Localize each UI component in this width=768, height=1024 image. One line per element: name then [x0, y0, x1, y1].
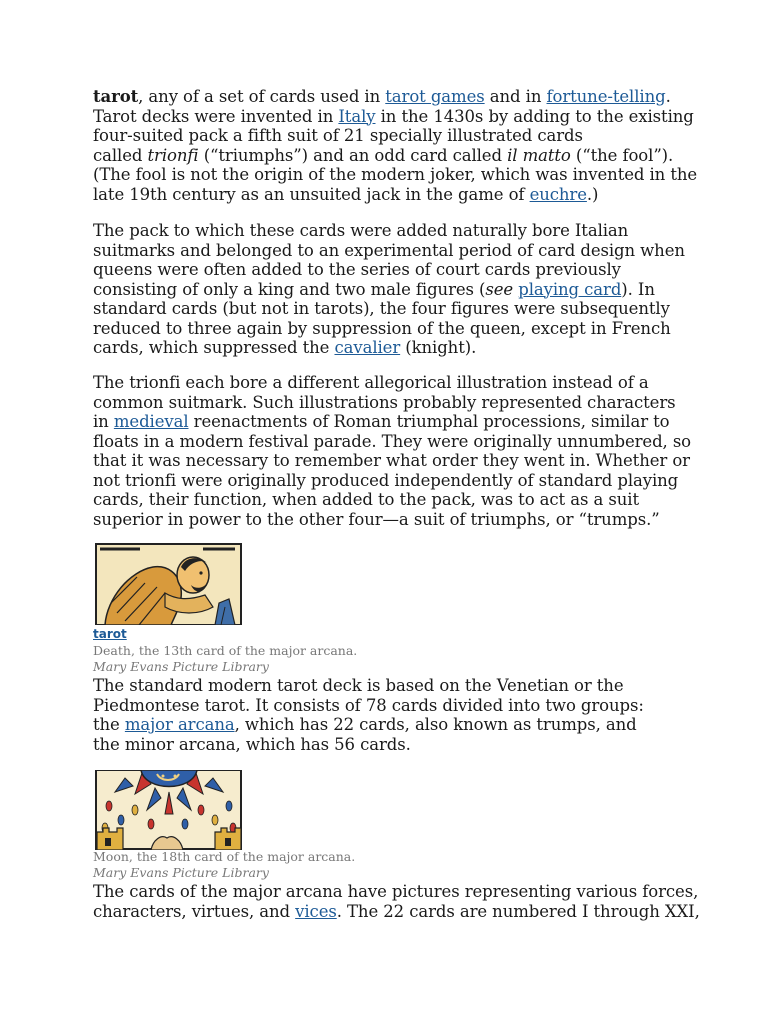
text-line: The pack to which these cards were added naturally bore Italian	[93, 221, 629, 240]
figure-credit-moon: Mary Evans Picture Library	[93, 865, 269, 880]
text-line: suitmarks and belonged to an experimental period of card design when	[93, 240, 685, 260]
text-line	[93, 87, 693, 107]
link-tarot-games[interactable]: tarot games	[385, 87, 485, 106]
figure-caption-moon: Moon, the 18th card of the major arcana.	[93, 849, 356, 864]
text-span: , which has 22 cards, also known as trumps, and	[234, 715, 637, 734]
headword: tarot	[93, 87, 139, 106]
text-line: Piedmontese tarot. It consists of 78 cards divided into two groups:	[93, 695, 644, 715]
link-cavalier[interactable]: cavalier	[334, 338, 401, 357]
text-line	[93, 146, 693, 166]
text-line	[93, 185, 693, 205]
text-line: common suitmark. Such illustrations probably represented characters	[93, 392, 676, 412]
text-span: (“triumphs”) and an odd card called	[198, 145, 508, 165]
figure-credit-death: Mary Evans Picture Library	[93, 659, 269, 674]
link-fortune-telling[interactable]: fortune-telling	[546, 87, 666, 106]
italic-term: see	[485, 279, 514, 299]
text-span: ). In	[621, 279, 655, 299]
text-span: the	[93, 715, 125, 734]
text-span: in the 1430s by adding to the existing	[375, 106, 694, 126]
text-line: (The fool is not the origin of the modern joker, which was invented in the	[93, 165, 698, 184]
link-euchre[interactable]: euchre	[529, 184, 587, 204]
text-span: .	[665, 87, 671, 106]
link-vices[interactable]: vices	[295, 901, 337, 921]
text-line	[93, 107, 693, 127]
paragraph-pack	[93, 221, 693, 358]
text-line: standard cards (but not in tarots), the four figures were subsequently	[93, 299, 670, 318]
text-line: The trionfi each bore a different allegorical illustration instead of a	[93, 373, 649, 392]
paragraph-major-arcana	[93, 882, 700, 921]
text-span: , any of a set of cards used in	[138, 87, 386, 106]
text-span: in	[93, 412, 114, 431]
paragraph-trionfi	[93, 373, 693, 529]
text-line: not trionfi were originally produced independently of standard playing	[93, 470, 679, 490]
text-line: reduced to three again by suppression of the queen, except in French	[93, 318, 671, 338]
text-line: that it was necessary to remember what order they went in. Whether or	[93, 451, 690, 470]
moon-card-image[interactable]	[95, 770, 242, 850]
link-italy[interactable]: Italy	[338, 106, 376, 126]
text-line: the minor arcana, which has 56 cards.	[93, 734, 411, 754]
paragraph-intro	[93, 87, 698, 204]
text-line: cards, their function, when added to the pack, was to act as a suit	[93, 490, 639, 509]
text-line	[93, 338, 693, 358]
text-line: queens were often added to the series of court cards previously	[93, 260, 621, 279]
death-card-image[interactable]	[95, 543, 242, 625]
text-span: cards, which suppressed the	[93, 338, 335, 357]
text-line	[93, 280, 693, 300]
italic-term: trionfi	[147, 145, 199, 165]
link-playing-card[interactable]: playing card	[518, 279, 622, 299]
figure-caption-death: Death, the 13th card of the major arcana.	[93, 643, 358, 658]
text-line	[93, 715, 693, 735]
text-span: (knight).	[400, 338, 477, 357]
text-span: called	[93, 145, 148, 165]
text-span: Tarot decks were invented in	[93, 106, 339, 126]
text-line: floats in a modern festival parade. They were originally unnumbered, so	[93, 431, 692, 451]
text-span: consisting of only a king and two male figures (	[93, 279, 486, 299]
figure-link-tarot[interactable]: tarot	[93, 627, 127, 641]
italic-term: il matto	[507, 145, 571, 165]
text-line	[93, 901, 700, 922]
text-line: The cards of the major arcana have pictures representing various forces,	[93, 882, 699, 901]
text-line: four-suited pack a fifth suit of 21 specially illustrated cards	[93, 126, 583, 145]
paragraph-modern-deck	[93, 676, 693, 754]
text-span: (“the fool”).	[570, 145, 674, 165]
text-span: . The 22 cards are numbered I through XXI,	[336, 901, 700, 921]
text-span: .)	[586, 184, 599, 204]
text-span: late 19th century as an unsuited jack in the game of	[93, 184, 530, 204]
text-span: and in	[484, 87, 547, 106]
link-major-arcana[interactable]: major arcana	[124, 715, 235, 734]
text-line: The standard modern tarot deck is based on the Venetian or the	[93, 676, 624, 695]
text-line: superior in power to the other four—a suit of triumphs, or “trumps.”	[93, 509, 660, 529]
link-medieval[interactable]: medieval	[113, 412, 189, 431]
text-line	[93, 412, 693, 432]
text-span: characters, virtues, and	[93, 901, 296, 921]
text-span: reenactments of Roman triumphal processions, similar to	[188, 412, 670, 431]
